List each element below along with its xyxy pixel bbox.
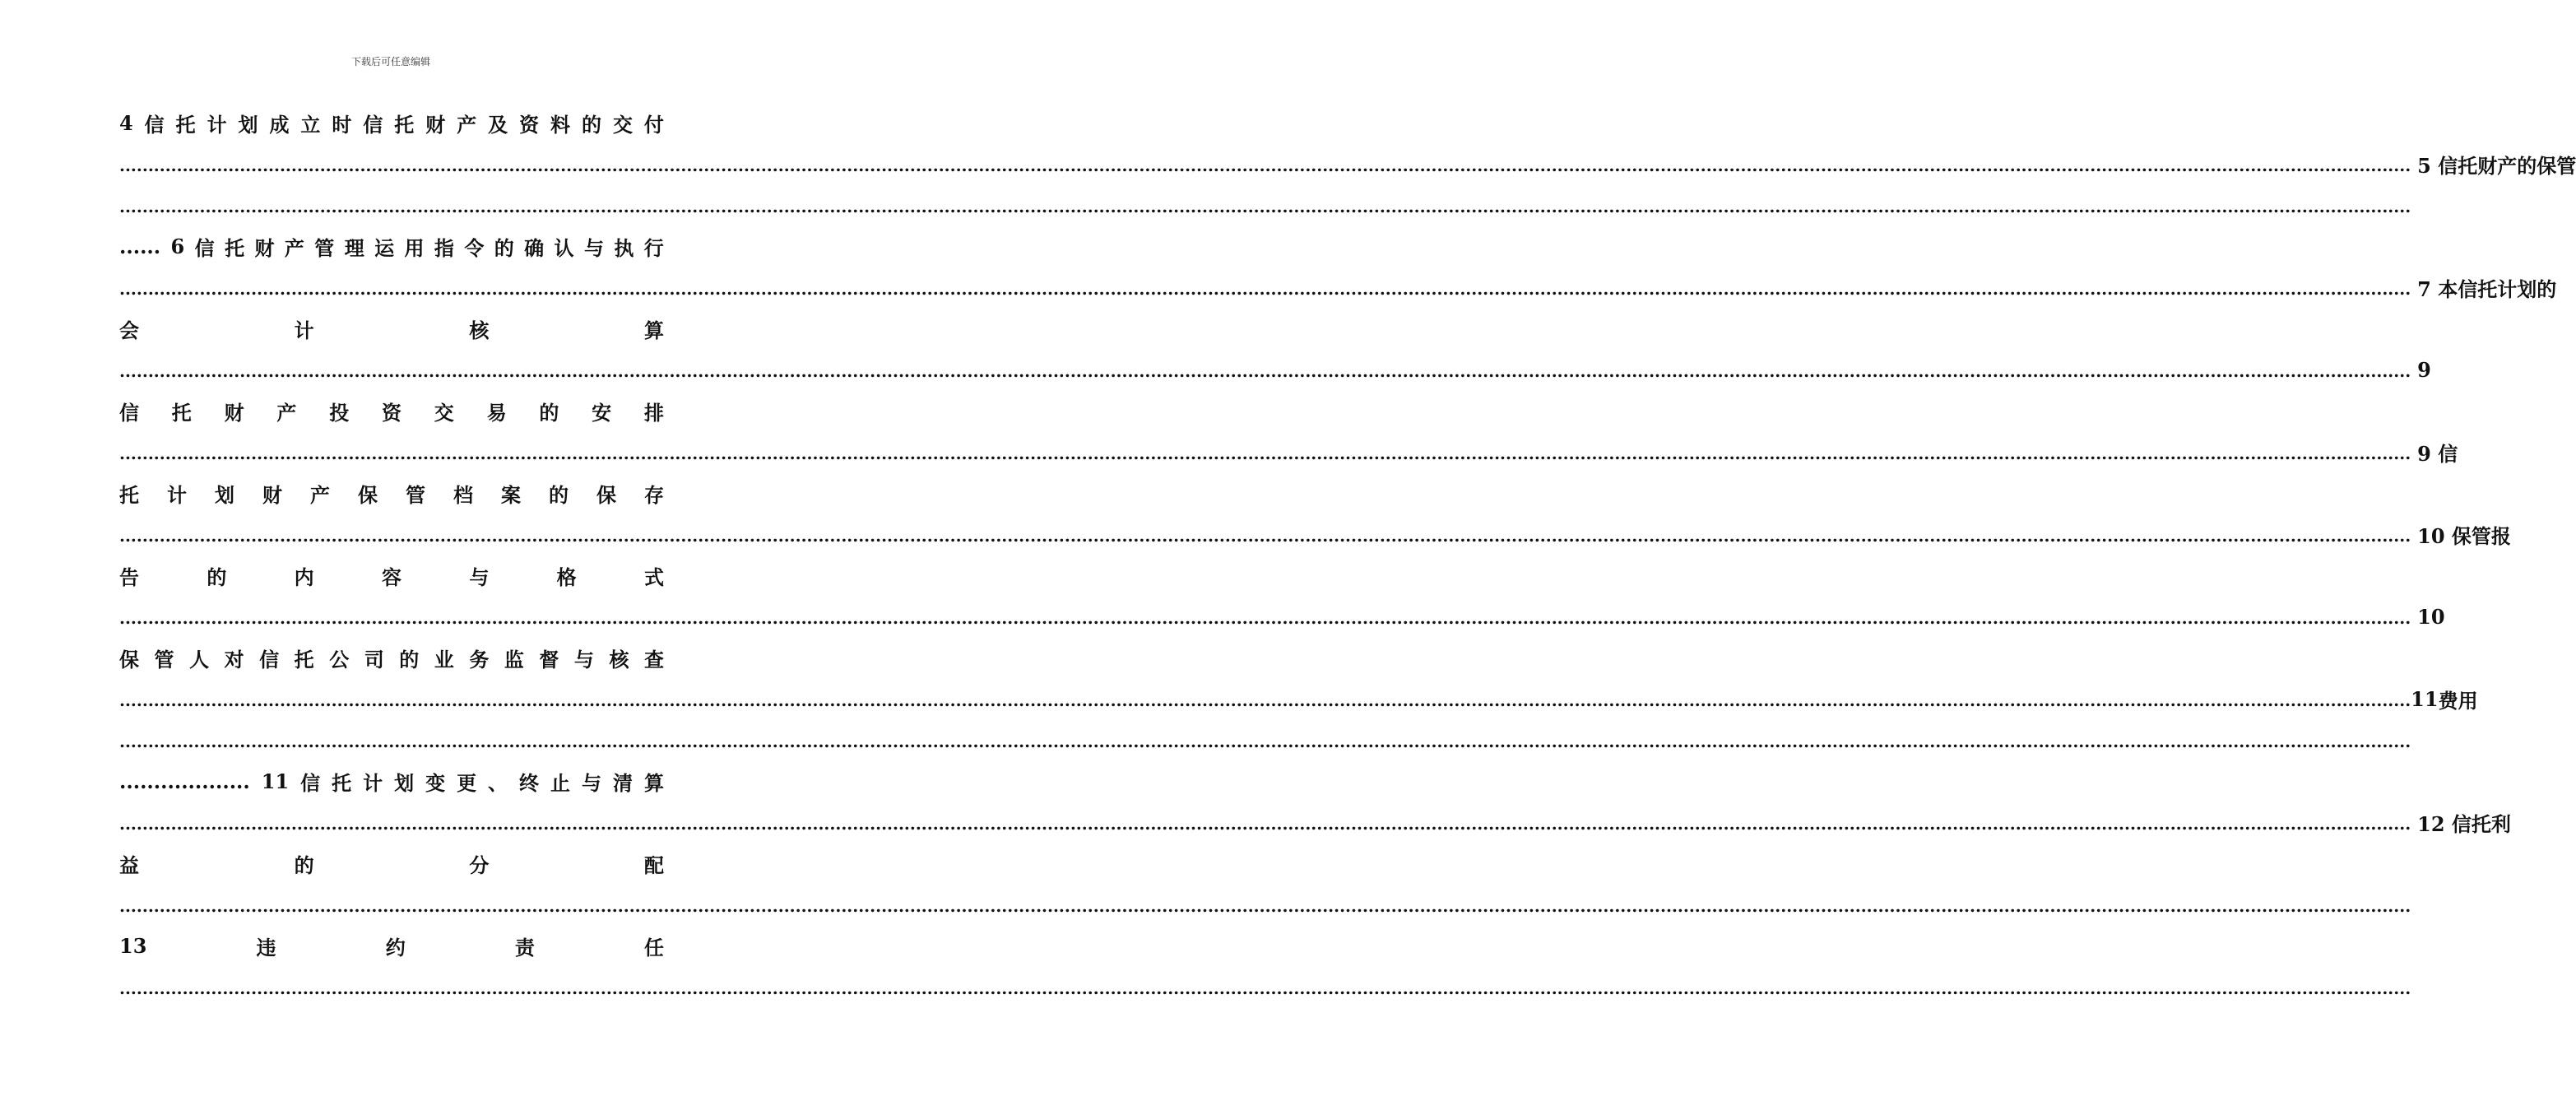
toc-text: 式	[643, 565, 664, 589]
toc-text: 与	[582, 770, 601, 795]
toc-text: 排	[643, 400, 664, 425]
toc-text: 产	[310, 482, 330, 507]
toc-text: 托	[332, 770, 352, 795]
toc-text: 告	[119, 565, 139, 589]
toc-text: 料	[550, 112, 571, 137]
toc-text: 成	[269, 112, 290, 137]
toc-text: 及	[488, 112, 508, 137]
toc-text: 付	[643, 112, 664, 137]
toc-line	[119, 267, 2557, 308]
toc-text: 产	[457, 112, 477, 137]
toc-line	[119, 884, 2411, 925]
toc-text: 保	[358, 482, 378, 507]
toc-text: 的	[294, 853, 314, 877]
toc-text: 的	[399, 647, 420, 672]
toc-line	[119, 678, 2478, 719]
toc-line	[119, 472, 664, 514]
toc-text: 分	[469, 853, 490, 877]
toc-text: 11	[261, 769, 290, 793]
toc-line	[119, 843, 664, 884]
toc-text: 变	[425, 770, 446, 795]
toc-text: 交	[434, 400, 454, 425]
toc-text: 指	[434, 235, 454, 260]
toc-line	[119, 637, 664, 678]
toc-text: 管	[406, 482, 425, 507]
toc-text: 管	[314, 235, 335, 260]
leader-dots: ................................................................................................................................................................................................................................................................................................................................................................................................................	[119, 279, 2411, 299]
toc-text: 6	[170, 234, 185, 258]
toc-text: 财	[262, 482, 282, 507]
toc-text: 公	[329, 647, 350, 672]
toc-text: 信	[300, 770, 321, 795]
toc-line	[119, 760, 664, 802]
toc-text: 划	[238, 112, 258, 137]
toc-text: 计	[207, 112, 227, 137]
toc-line	[119, 390, 664, 431]
toc-text: 与	[573, 647, 594, 672]
toc-text: 信	[363, 112, 383, 137]
toc-text: 交	[612, 112, 633, 137]
toc-line	[119, 802, 2511, 843]
toc-line	[119, 555, 664, 596]
toc-text: 运	[374, 235, 395, 260]
toc-text: 清	[612, 770, 633, 795]
toc-body	[119, 102, 2576, 1007]
toc-text: 时	[332, 112, 352, 137]
toc-line	[119, 431, 2458, 472]
toc-text: 止	[550, 770, 571, 795]
toc-text: 信	[259, 647, 280, 672]
toc-line	[119, 225, 664, 267]
toc-line	[119, 349, 2431, 390]
toc-text: 5 信托财产的保管	[2417, 153, 2576, 178]
toc-text: 资	[519, 112, 540, 137]
toc-text: 违	[256, 935, 276, 960]
leader-dots: ................................................................................................................................................................................................................................................................................................................................................................................................................	[119, 896, 2411, 916]
toc-text: 10 保管报	[2417, 523, 2511, 548]
toc-text: 产	[276, 400, 297, 425]
toc-text: 保	[596, 482, 616, 507]
toc-line	[119, 308, 664, 349]
toc-text: 、	[488, 770, 508, 795]
toc-line	[119, 143, 2576, 184]
toc-text: 用	[404, 235, 425, 260]
leader-dots: ................................................................................................................................................................................................................................................................................................................................................................................................................	[119, 197, 2411, 216]
toc-text: 的	[494, 235, 514, 260]
toc-text: 的	[582, 112, 601, 137]
toc-text: 10	[2417, 604, 2445, 629]
toc-text: 核	[609, 647, 629, 672]
toc-text: 人	[189, 647, 210, 672]
toc-text: 算	[643, 318, 664, 342]
leader-dots: ................................................................................................................................................................................................................................................................................................................................................................................................................	[119, 690, 2411, 710]
toc-text: 9	[2417, 357, 2431, 382]
toc-text: 托	[394, 112, 415, 137]
toc-text: 托	[294, 647, 314, 672]
toc-text: 确	[524, 235, 545, 260]
toc-text: 财	[254, 235, 275, 260]
toc-text: 督	[539, 647, 559, 672]
toc-text: 易	[486, 400, 507, 425]
toc-text: 财	[224, 400, 244, 425]
toc-text: 保	[119, 647, 139, 672]
leader-dots: ......	[119, 234, 161, 258]
toc-text: 管	[154, 647, 174, 672]
toc-text: 4	[119, 110, 133, 135]
toc-text: 用	[2458, 688, 2478, 713]
toc-text: 务	[469, 647, 490, 672]
toc-text: 费	[2438, 688, 2458, 713]
toc-text: 责	[514, 935, 535, 960]
toc-text: 监	[504, 647, 524, 672]
toc-line	[119, 102, 664, 143]
toc-line	[119, 719, 2411, 760]
toc-line	[119, 925, 664, 966]
toc-text: 内	[294, 565, 314, 589]
page-header: 下载后可任意编辑	[350, 56, 430, 67]
toc-text: 12 信托利	[2417, 811, 2511, 836]
toc-text: 与	[469, 565, 490, 589]
toc-text: 13	[119, 933, 147, 958]
toc-text: 档	[453, 482, 473, 507]
toc-text: 7 本信托计划的	[2417, 276, 2557, 301]
toc-text: 益	[119, 853, 139, 877]
toc-text: 资	[381, 400, 401, 425]
toc-text: 理	[344, 235, 364, 260]
toc-text: 配	[643, 853, 664, 877]
toc-text: 托	[119, 482, 139, 507]
toc-text: 产	[284, 235, 304, 260]
toc-text: 会	[119, 318, 139, 342]
toc-text: 计	[167, 482, 187, 507]
leader-dots: ................................................................................................................................................................................................................................................................................................................................................................................................................	[119, 978, 2411, 998]
toc-text: 认	[554, 235, 574, 260]
toc-text: 11	[2411, 686, 2439, 711]
toc-text: 划	[394, 770, 415, 795]
leader-dots: ................................................................................................................................................................................................................................................................................................................................................................................................................	[119, 526, 2411, 546]
toc-text: 的	[539, 400, 559, 425]
toc-line	[119, 184, 2411, 225]
toc-text: 计	[363, 770, 383, 795]
toc-text: 终	[519, 770, 540, 795]
toc-line	[119, 966, 2411, 1007]
toc-text: 查	[643, 647, 664, 672]
toc-text: 存	[644, 482, 664, 507]
toc-text: 托	[175, 112, 196, 137]
toc-text: 核	[469, 318, 490, 342]
toc-text: 约	[385, 935, 406, 960]
toc-line	[119, 514, 2511, 555]
toc-text: 司	[364, 647, 384, 672]
toc-text: 执	[614, 235, 634, 260]
toc-text: 财	[425, 112, 446, 137]
toc-text: 令	[464, 235, 485, 260]
toc-text: 算	[643, 770, 664, 795]
toc-text: 格	[556, 565, 577, 589]
toc-text: 业	[434, 647, 454, 672]
leader-dots: ................................................................................................................................................................................................................................................................................................................................................................................................................	[119, 608, 2411, 628]
toc-text: 9 信	[2417, 441, 2458, 466]
leader-dots: ................................................................................................................................................................................................................................................................................................................................................................................................................	[119, 732, 2411, 751]
toc-text: 案	[501, 482, 521, 507]
toc-text: 划	[215, 482, 234, 507]
toc-text: 计	[294, 318, 314, 342]
toc-text: 立	[300, 112, 321, 137]
toc-text: 托	[225, 235, 245, 260]
toc-text: 安	[592, 400, 612, 425]
toc-line	[119, 596, 2445, 637]
toc-text: 信	[194, 235, 215, 260]
toc-text: 与	[583, 235, 604, 260]
leader-dots: ................................................................................................................................................................................................................................................................................................................................................................................................................	[119, 814, 2411, 834]
leader-dots: ...................	[119, 769, 250, 793]
toc-text: 投	[329, 400, 350, 425]
toc-text: 信	[119, 400, 139, 425]
toc-text: 容	[381, 565, 401, 589]
toc-text: 托	[171, 400, 192, 425]
toc-text: 更	[457, 770, 477, 795]
toc-text: 任	[643, 935, 664, 960]
toc-text: 信	[144, 112, 165, 137]
toc-text: 行	[643, 235, 664, 260]
toc-text: 的	[549, 482, 569, 507]
leader-dots: ................................................................................................................................................................................................................................................................................................................................................................................................................	[119, 444, 2411, 463]
leader-dots: ................................................................................................................................................................................................................................................................................................................................................................................................................	[119, 156, 2411, 175]
toc-text: 的	[207, 565, 227, 589]
leader-dots: ................................................................................................................................................................................................................................................................................................................................................................................................................	[119, 361, 2411, 381]
toc-text: 对	[224, 647, 244, 672]
